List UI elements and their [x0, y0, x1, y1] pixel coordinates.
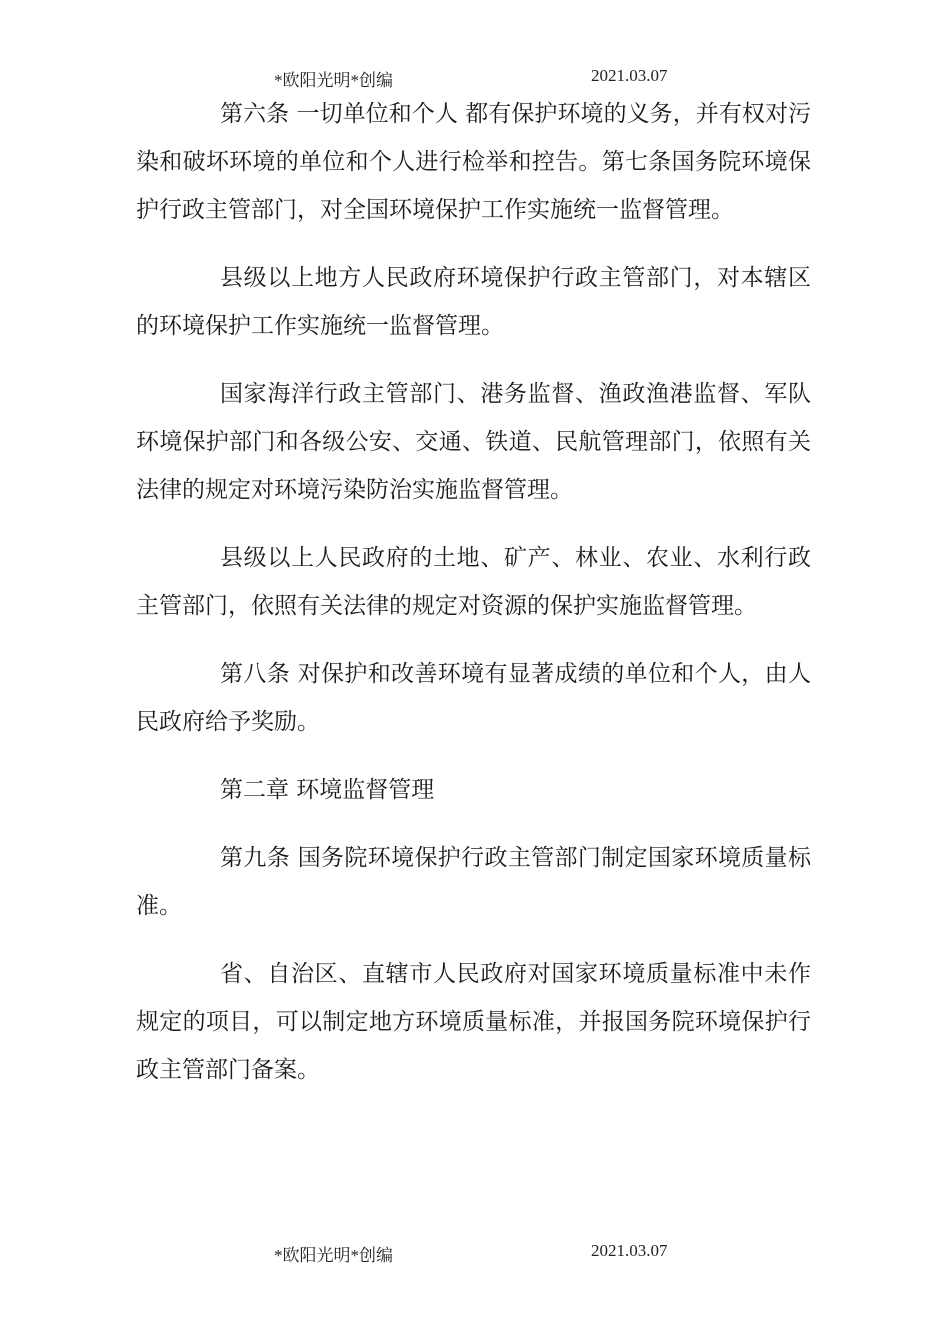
header-author: *欧阳光明*创编 [274, 71, 393, 90]
chapter-heading: 第二章 环境监督管理 [220, 777, 435, 803]
page-footer [0, 1241, 950, 1265]
paragraph-article-8: 第八条 对保护和改善环境有显著成绩的单位和个人，由人民政府给予奖励。 [136, 661, 811, 735]
paragraph-article-9: 第九条 国务院环境保护行政主管部门制定国家环境质量标准。 [136, 845, 811, 919]
paragraph-resource-departments: 县级以上人民政府的土地、矿产、林业、农业、水利行政主管部门，依照有关法律的规定对资源的保护实施监督管理。 [136, 545, 811, 619]
paragraph-article-6-7: 第六条 一切单位和个人 都有保护环境的义务，并有权对污染和破坏环境的单位和个人进行检举和控告。第七条国务院环境保护行政主管部门，对全国环境保护工作实施统一监督管理。 [136, 101, 811, 223]
paragraph-marine-departments: 国家海洋行政主管部门、港务监督、渔政渔港监督、军队环境保护部门和各级公安、交通、铁道、民航管理部门，依照有关法律的规定对环境污染防治实施监督管理。 [136, 381, 811, 503]
page-header [0, 66, 950, 90]
footer-date: 2021.03.07 [591, 1241, 668, 1260]
footer-author: *欧阳光明*创编 [274, 1246, 393, 1265]
header-date: 2021.03.07 [591, 66, 668, 85]
paragraph-local-standards: 省、自治区、直辖市人民政府对国家环境质量标准中未作规定的项目，可以制定地方环境质量标准，并报国务院环境保护行政主管部门备案。 [136, 961, 811, 1083]
document-body [136, 90, 811, 1094]
paragraph-county-government: 县级以上地方人民政府环境保护行政主管部门，对本辖区的环境保护工作实施统一监督管理。 [136, 265, 811, 339]
